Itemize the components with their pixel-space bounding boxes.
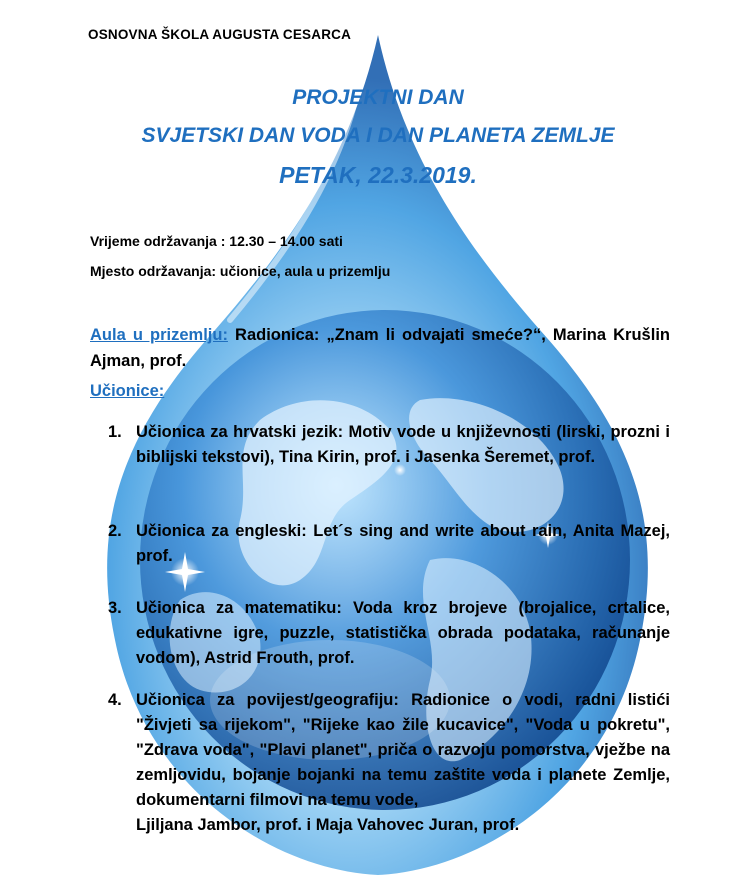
event-time: Vrijeme održavanja : 12.30 – 14.00 sati	[90, 233, 343, 249]
list-item-text: Učionica za engleski: Let´s sing and write about rain, Anita Mazej, prof.	[136, 522, 670, 565]
list-item	[108, 420, 670, 470]
list-item-text: Učionica za matematiku: Voda kroz brojeve (brojalice, crtalice, edukativne igre, puzzle, statistička obrada podataka, računanje vodom), Astrid Frouth, prof.	[136, 599, 670, 667]
list-item	[108, 519, 670, 569]
list-item	[108, 596, 670, 671]
list-item	[108, 688, 670, 838]
school-name: OSNOVNA ŠKOLA AUGUSTA CESARCA	[88, 27, 352, 42]
aula-text: Radionica: „Znam li odvajati smeće?“, Marina Krušlin Ajman, prof.	[90, 326, 670, 370]
aula-link[interactable]: Aula u prizemlju:	[90, 326, 228, 344]
list-item-text: Učionica za povijest/geografiju: Radionice o vodi, radni listići "Živjeti sa rijekom", "Rijeke kao žile kucavice", "Voda u pokretu", "Zdrava voda", "Plavi planet", priča o razvoju pomorstva, vježbe na zemljovidu, bojanje bojanki na temu zaštite voda i planete Zemlje, dokumentarni filmovi na temu vode,	[136, 691, 670, 809]
event-place: Mjesto održavanja: učionice, aula u prizemlju	[90, 263, 391, 279]
ucionice-heading[interactable]: Učionice:	[90, 382, 165, 400]
list-item-number: 2.	[108, 522, 122, 540]
list-item-text: Učionica za hrvatski jezik: Motiv vode u književnosti (lirski, prozni i biblijski tekstovi), Tina Kirin, prof. i Jasenka Šeremet, prof.	[136, 423, 670, 466]
title-date: PETAK, 22.3.2019.	[279, 162, 477, 188]
list-item-number: 4.	[108, 691, 122, 709]
title-line-2: SVJETSKI DAN VODA I DAN PLANETA ZEMLJE	[141, 124, 615, 147]
list-item-authors: Ljiljana Jambor, prof. i Maja Vahovec Juran, prof.	[136, 816, 520, 834]
title-line-1: PROJEKTNI DAN	[292, 86, 464, 109]
list-item-number: 3.	[108, 599, 122, 617]
aula-section	[90, 322, 670, 374]
list-item-number: 1.	[108, 423, 122, 441]
